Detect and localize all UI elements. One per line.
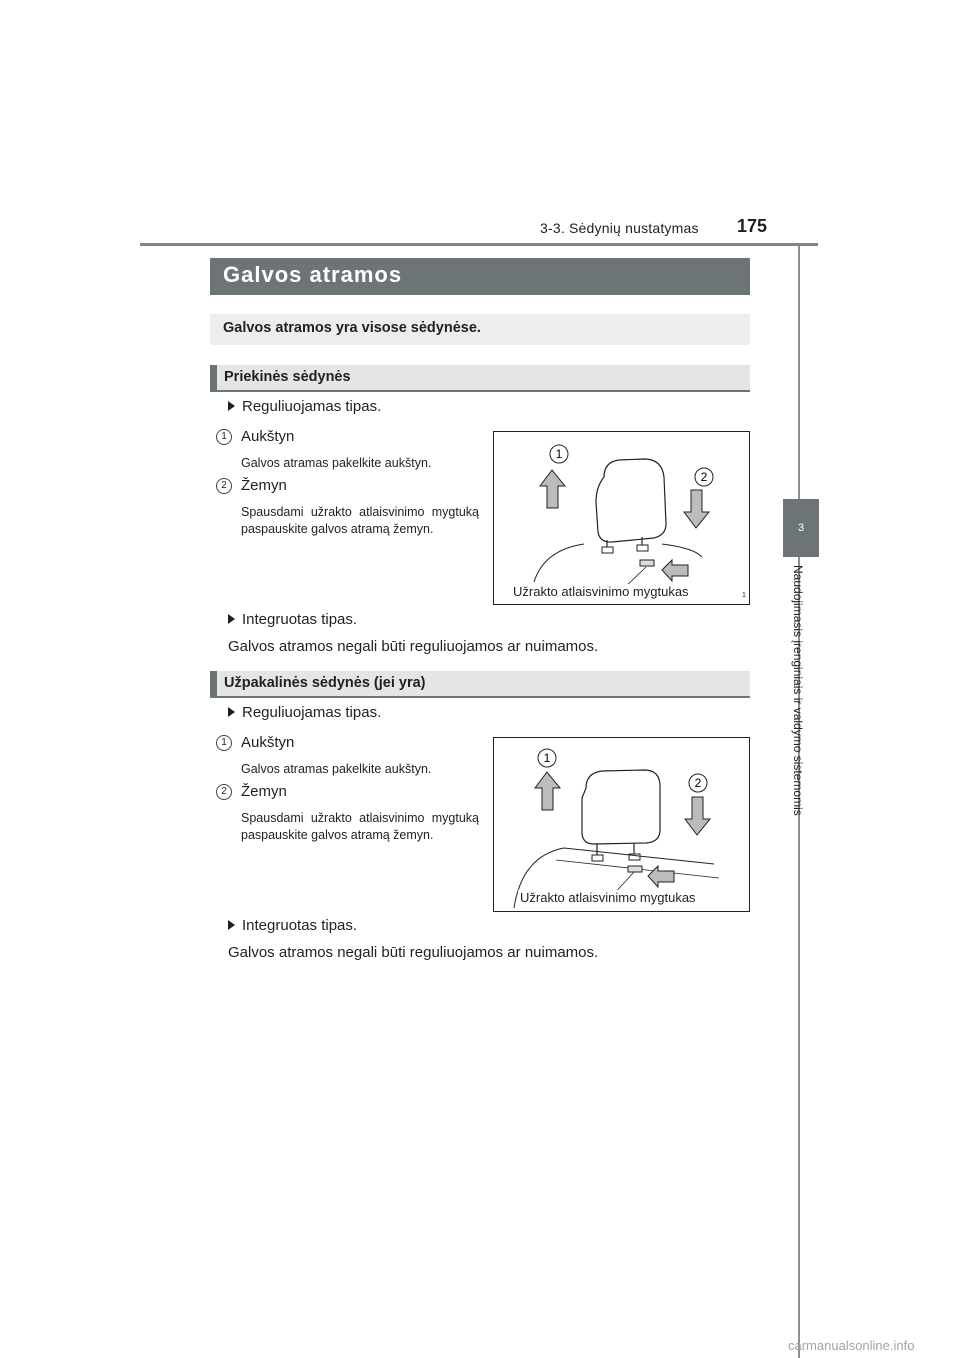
step-number: 1 bbox=[216, 735, 232, 751]
page-title: Galvos atramos bbox=[223, 262, 403, 287]
step-title: Žemyn bbox=[241, 477, 287, 494]
step-number: 1 bbox=[216, 429, 232, 445]
press-arrow-icon bbox=[648, 866, 674, 887]
headrest-figure-front bbox=[493, 431, 750, 605]
stay-collar bbox=[602, 547, 613, 553]
section-heading: Užpakalinės sėdynės (jei yra) bbox=[224, 675, 426, 691]
label-1: 1 bbox=[543, 751, 551, 765]
section-heading: Priekinės sėdynės bbox=[224, 369, 351, 385]
figure-code: 1 bbox=[742, 592, 746, 599]
release-button bbox=[628, 866, 642, 872]
bullet-adjustable: Reguliuojamas tipas. bbox=[228, 704, 381, 721]
chapter-title: Naudojimasis įrenginiais ir valdymo sistemomis bbox=[791, 565, 805, 816]
arrow-up-icon bbox=[540, 470, 565, 508]
triangle-bullet-icon bbox=[228, 920, 235, 930]
note-text: Galvos atramos negali būti reguliuojamos ar nuimamos. bbox=[228, 944, 599, 961]
headrest-shape bbox=[582, 770, 660, 844]
step-title: Žemyn bbox=[241, 783, 287, 800]
triangle-bullet-icon bbox=[228, 401, 235, 411]
headrest-illustration bbox=[494, 432, 749, 604]
arrow-up-icon bbox=[535, 772, 560, 810]
intro-text: Galvos atramos yra visose sėdynėse. bbox=[223, 320, 481, 336]
headrest-stays bbox=[597, 843, 634, 856]
triangle-bullet-icon bbox=[228, 614, 235, 624]
label-1: 1 bbox=[555, 447, 563, 461]
step-text: Galvos atramas pakelkite aukštyn. bbox=[241, 762, 432, 776]
section-header: 3-3. Sėdynių nustatymas bbox=[540, 220, 699, 236]
step-text: Spausdami užrakto atlaisvinimo mygtuką paspauskite galvos atramą žemyn. bbox=[241, 505, 479, 536]
bullet-adjustable: Reguliuojamas tipas. bbox=[228, 398, 381, 415]
header-rule bbox=[140, 243, 818, 246]
bullet-integrated: Integruotas tipas. bbox=[228, 917, 357, 934]
step-text: Spausdami užrakto atlaisvinimo mygtuką paspauskite galvos atramą žemyn. bbox=[241, 811, 479, 842]
headrest-figure-rear bbox=[493, 737, 750, 912]
step-title: Aukštyn bbox=[241, 734, 295, 751]
release-button bbox=[640, 560, 654, 566]
note-text: Galvos atramos negali būti reguliuojamos ar nuimamos. bbox=[228, 638, 599, 655]
figure-caption: Užrakto atlaisvinimo mygtukas bbox=[513, 584, 689, 599]
stay-collar bbox=[592, 855, 603, 861]
chapter-tab: 3 bbox=[783, 499, 819, 557]
arrow-down-icon bbox=[684, 490, 709, 528]
page-number: 175 bbox=[737, 216, 768, 236]
step-number: 2 bbox=[216, 478, 232, 494]
headrest-illustration bbox=[494, 738, 749, 911]
stay-collar bbox=[637, 545, 648, 551]
section-heading-bar bbox=[210, 365, 217, 392]
headrest-shape bbox=[596, 459, 666, 542]
step-text: Galvos atramas pakelkite aukštyn. bbox=[241, 456, 432, 470]
step-title: Aukštyn bbox=[241, 428, 295, 445]
press-arrow-icon bbox=[662, 560, 688, 581]
bullet-integrated: Integruotas tipas. bbox=[228, 611, 357, 628]
triangle-bullet-icon bbox=[228, 707, 235, 717]
label-2: 2 bbox=[700, 470, 708, 484]
label-2: 2 bbox=[694, 776, 702, 790]
step-number: 2 bbox=[216, 784, 232, 800]
arrow-down-icon bbox=[685, 797, 710, 835]
section-heading-bar bbox=[210, 671, 217, 698]
watermark: carmanualsonline.info bbox=[788, 1338, 915, 1353]
figure-caption: Užrakto atlaisvinimo mygtukas bbox=[520, 890, 696, 905]
